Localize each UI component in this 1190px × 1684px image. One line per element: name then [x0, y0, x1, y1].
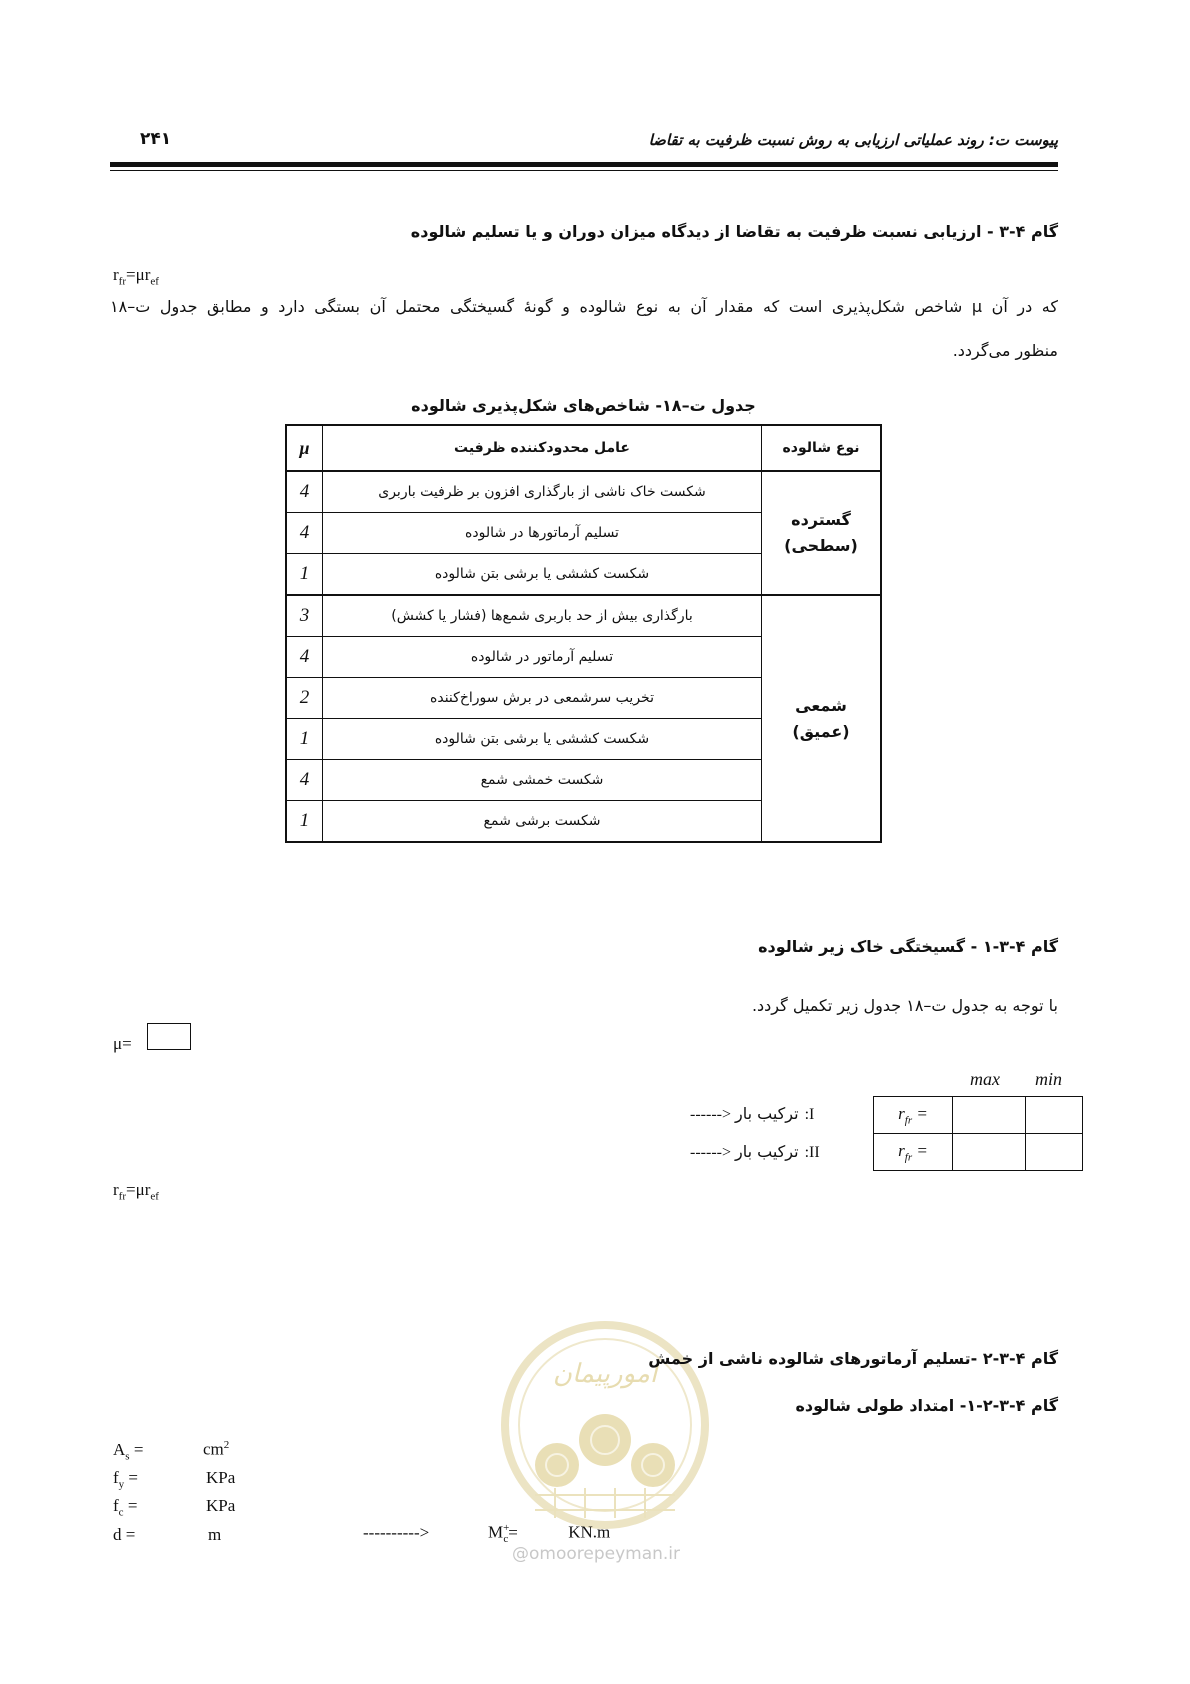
header-rule-thin [110, 170, 1058, 171]
limiting-factor-cell: شکست کششی یا برشی بتن شالوده [323, 719, 762, 760]
watermark-logo-text: امورپیمان [552, 1359, 658, 1389]
header-rule [110, 162, 1058, 167]
var-fy: $f_y$ = KPa [113, 1468, 236, 1491]
section-heading-4-3: گام ۴-۳ - ارزیابی نسبت ظرفیت به تقاضا از دیدگاه میزان دوران و یا تسلیم شالوده [410, 222, 1058, 241]
limiting-factor-cell: شکست برشی شمع [323, 801, 762, 843]
limiting-factor-cell: شکست کششی یا برشی بتن شالوده [323, 554, 762, 596]
rfr-row-I [874, 1097, 1083, 1134]
moment-line: ----------> $M^+_c= KN.m$ [363, 1522, 611, 1546]
mu-cell: 4 [286, 471, 323, 513]
limiting-factor-cell: تخریب سرشمعی در برش سوراخ‌کننده [323, 678, 762, 719]
mu-cell: 1 [286, 801, 323, 843]
section-2-text: با توجه به جدول ت–۱۸ جدول زیر تکمیل گردد. [751, 996, 1058, 1015]
paragraph-line-1: که در آن μ شاخص شکل‌پذیری است که مقدار آن به نوع شالوده و گونهٔ گسیختگی محتمل آن بستگی دارد و مطابق جدول ت–۱۸ [110, 297, 1059, 316]
formula-rfr-2: $r_{fr}=\mu r_{ef}$ [113, 1180, 159, 1203]
table-caption: جدول ت–۱۸- شاخص‌های شکل‌پذیری شالوده [411, 396, 756, 415]
rfr-label: $r_{fr}$ = [874, 1134, 953, 1171]
rfr-table [873, 1096, 1083, 1171]
column-min-label: min [1035, 1069, 1062, 1089]
column-max-label: max [970, 1069, 1000, 1089]
table-row [286, 471, 881, 513]
limiting-factor-cell: شکست خاک ناشی از بارگذاری افزون بر ظرفیت باربری [323, 471, 762, 513]
rfr-label: $r_{fr}$ = [874, 1097, 953, 1134]
table-row [286, 595, 881, 637]
watermark-url: @omoorepeyman.ir [512, 1544, 681, 1564]
rfr-min-input[interactable] [1026, 1097, 1083, 1134]
mu-cell: 4 [286, 637, 323, 678]
ductility-table [285, 424, 882, 843]
rfr-max-input[interactable] [953, 1134, 1026, 1171]
at-icon: @ [512, 1544, 529, 1564]
limiting-factor-cell: شکست خمشی شمع [323, 760, 762, 801]
limiting-factor-cell: تسلیم آرماتور در شالوده [323, 637, 762, 678]
header-foundation-type: نوع شالوده [762, 425, 882, 471]
mu-cell: 1 [286, 719, 323, 760]
variables-list [113, 1434, 235, 1546]
mu-cell: 2 [286, 678, 323, 719]
mu-input-box[interactable] [147, 1023, 191, 1050]
mu-cell: 3 [286, 595, 323, 637]
header-limiting-factor: عامل محدودکننده ظرفیت [323, 425, 762, 471]
load-combination-II: ------> ترکیب بار :II [690, 1142, 820, 1161]
rfr-row-II [874, 1134, 1083, 1171]
foundation-type-spread: گسترده (سطحی) [762, 471, 882, 595]
load-combination-I: ------> ترکیب بار :I [690, 1104, 815, 1123]
paragraph-line-2: منظور می‌گردد. [952, 341, 1058, 360]
mu-label: μ= [113, 1034, 132, 1053]
running-header-title: پیوست ت: روند عملیاتی ارزیابی به روش نسبت ظرفیت به تقاضا [648, 131, 1058, 149]
table-header-row [286, 425, 881, 471]
section-heading-4-3-1: گام ۴-۳-۱ - گسیختگی خاک زیر شالوده [758, 937, 1058, 956]
rfr-min-input[interactable] [1026, 1134, 1083, 1171]
var-As: $A_s = cm^2$ [113, 1439, 230, 1463]
var-d: d = m [113, 1524, 222, 1544]
mu-cell: 4 [286, 760, 323, 801]
foundation-type-pile: شمعی (عمیق) [762, 595, 882, 842]
section-heading-4-3-2-1: گام ۴-۳-۲-۱- امتداد طولی شالوده [795, 1396, 1058, 1415]
mu-cell: 4 [286, 513, 323, 554]
page-number: ۲۴۱ [140, 129, 172, 149]
limiting-factor-cell: تسلیم آرماتورها در شالوده [323, 513, 762, 554]
formula-rfr: $r_{fr}=\mu r_{ef}$ [113, 265, 159, 288]
limiting-factor-cell: بارگذاری بیش از حد باربری شمع‌ها (فشار یا کشش) [323, 595, 762, 637]
header-mu: μ [286, 425, 323, 471]
section-heading-4-3-2: گام ۴-۳-۲ -تسلیم آرماتورهای شالوده ناشی از خمش [648, 1349, 1058, 1368]
var-fc: $f_c$ = KPa [113, 1496, 236, 1519]
rfr-max-input[interactable] [953, 1097, 1026, 1134]
mu-cell: 1 [286, 554, 323, 596]
